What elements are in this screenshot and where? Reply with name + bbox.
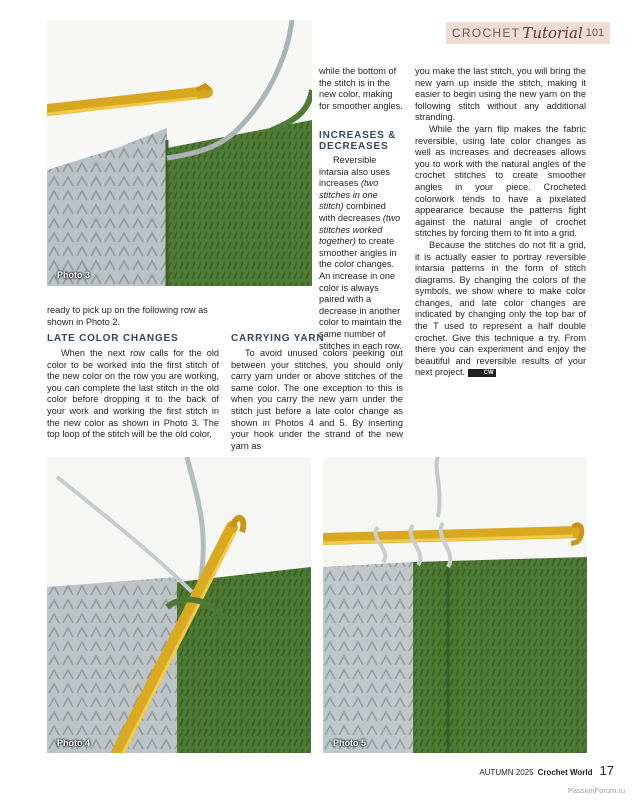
para-carrying-yarn: To avoid unused colors peeking out between your stitches, you should only carry yarn under or above stitches of the same color. The one exception to this is when you carry the new yarn under the stitch just before a late color change as shown in Photos 4 and 5. By inserting your hook under the strand of the new yarn as: [231, 348, 403, 451]
para-increases: [319, 155, 403, 352]
col3-para-2: While the yarn flip makes the fabric reversible, using late color changes as well as increases and decreases allows you to work with the natural angles of the crochet stitches to create smoother angles in your piece. Crocheted colorwork tends to have a pixelated appearance because the patterns fight against the natural angle of crochet stitches by forcing them to fit into a grid.: [415, 123, 586, 239]
end-mark-icon: CW: [468, 369, 496, 377]
col2-top-text: while the bottom of the stitch is in the new color, making for smoother angles.: [319, 66, 403, 111]
section-header: [446, 22, 610, 44]
col3-para-3: [415, 240, 586, 379]
photo-4-label: Photo 4: [57, 738, 90, 748]
inc-text-2: (two stitches in one stitch): [319, 178, 379, 212]
heading-carrying-yarn: CARRYING YARN: [231, 333, 325, 344]
col3-para-1: you make the last stitch, you will bring the new yarn up inside the stitch, making it easier to begin using the new yarn on the following stitch without any additional stranding.: [415, 66, 586, 123]
photo-3-label: Photo 3: [57, 270, 90, 280]
col3-text: [415, 66, 586, 379]
inc-text-4: (two stitches worked together): [319, 212, 401, 247]
para-late-color-changes: When the next row calls for the old color to be worked into the first stitch of the new color on the row you are working, you can complete the last stitch in the old color before dropping it to the back of your work and working the first stitch in the new color as shown in Photo 3. The top loop of the stitch will be the old color,: [47, 348, 219, 440]
col3-para-3-text: Because the stitches do not fit a grid, it is actually easier to portray reversible intarsia patterns in the form of stitch diagrams. By changing the colors of the symbols, we show where to make color changes, and late color changes are indicated by changing only the top bar of the T used to represent a half double crochet. Give this technique a try. From there you can experiment and enjoy the beautiful and reversible results of your next project.: [415, 239, 586, 378]
watermark: PassionForum.ru: [567, 786, 625, 795]
inc-text-5: to create smoother angles in the color changes. An increase in one color is always paired with a decrease in another color to maintain the same number of stitches in each row.: [319, 236, 402, 351]
inc-text-1: Reversible intarsia also uses increases: [319, 155, 390, 189]
header-page-ref: 101: [585, 27, 605, 39]
photo-5-label: Photo 5: [333, 738, 366, 748]
photo-3: [47, 20, 312, 286]
page-number: 17: [599, 763, 614, 778]
footer-magazine: Crochet World: [537, 768, 593, 777]
heading-increases-decreases: INCREASES & DECREASES: [319, 130, 397, 152]
heading-late-color-changes: LATE COLOR CHANGES: [47, 333, 179, 344]
photo-3-image: [47, 20, 312, 286]
col1-cont-text: ready to pick up on the following row as shown in Photo 2.: [47, 305, 208, 327]
header-crochet: CROCHET: [451, 26, 521, 40]
photo-5-image: [323, 457, 587, 753]
footer-issue: AUTUMN 2025: [479, 768, 534, 777]
inc-text-3: combined with decreases: [319, 201, 386, 223]
page-footer: [479, 763, 614, 778]
photo-5: [323, 457, 587, 753]
photo-4-image: [47, 457, 311, 753]
photo-4: [47, 457, 311, 753]
header-tutorial: Tutorial: [522, 24, 583, 42]
